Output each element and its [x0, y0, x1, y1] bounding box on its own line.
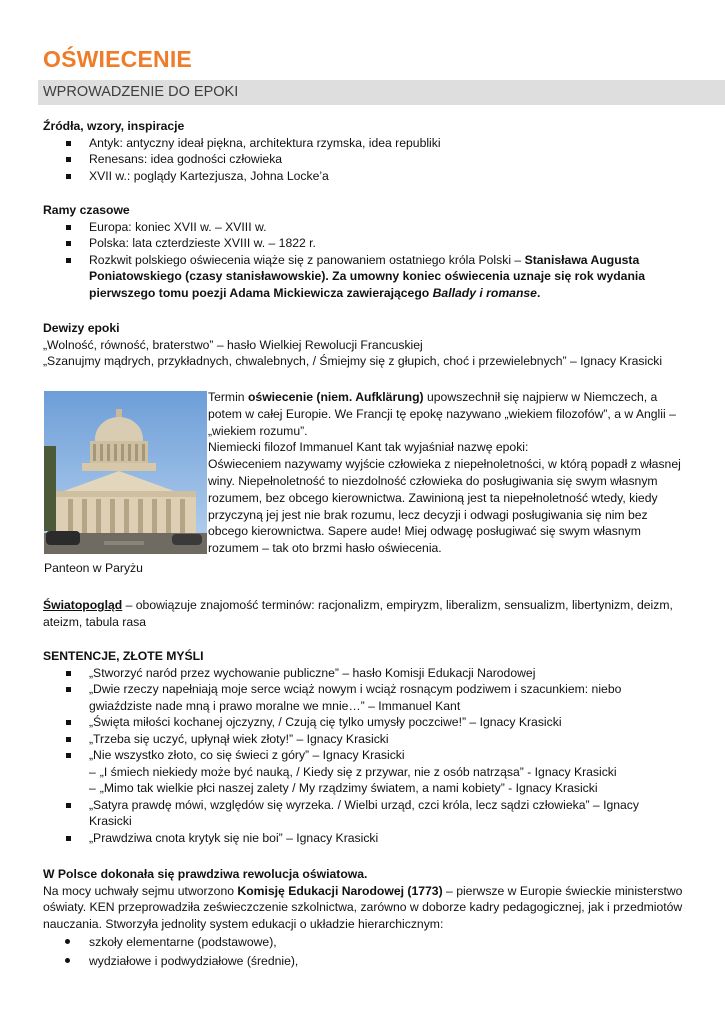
term-paragraph [208, 389, 688, 439]
revolution-section [43, 866, 691, 969]
dash-item: – „Mimo tak wielkie płci naszej zalety / My rządzimy światem, a nami kobiety” - Ignacy Krasicki [89, 781, 598, 795]
mottos-section [43, 320, 713, 370]
list-item: „Dwie rzeczy napełniają moje serce wciąż nowym i wciąż rosnącym podziwem i szacunkiem: niebo gwiaździste nade mną i prawo moralne we mnie…” – Immanuel Kant [43, 681, 663, 714]
timeframe-section [43, 202, 683, 301]
revolution-text: Na mocy uchwały sejmu utworzono [43, 883, 238, 898]
dash-item-text: „Mimo tak wielkie płci naszej zalety / My rządzimy światem, a nami kobiety” - Ignacy Krasicki [99, 781, 598, 795]
sentences-section [43, 648, 663, 846]
poland-end: . [536, 285, 541, 300]
list-item: wydziałowe i podwydziałowe (średnie), [43, 953, 691, 970]
sources-section [43, 118, 683, 184]
dash-item: – „I śmiech niekiedy może być nauką, / Kiedy się z przywar, nie z osób natrząsa” - Ignacy Krasicki [89, 764, 617, 779]
poland-bold-text: Stanisława Augusta Poniatowskiego (czasy stanisławowskie). Za umowny koniec oświecenia uznaje się rok wydania pierwszego tomu poezji Adama Mickiewicza zawierającego [89, 252, 646, 300]
subtitle: WPROWADZENIE DO EPOKI [43, 84, 239, 100]
list-item: „Stworzyć naród przez wychowanie publiczne” – hasło Komisji Edukacji Narodowej [43, 665, 663, 682]
term-text: Termin [208, 390, 248, 404]
sentences-list [43, 665, 663, 764]
worldview-label: Światopogląd [43, 598, 123, 612]
list-item: „Nie wszystko złoto, co się świeci z góry” – Ignacy Krasicki [43, 747, 663, 764]
term-text-2: upowszechnił się najpierw w Niemczech, a potem w całej Europie. We Francji tę epokę nazywano „wiekiem filozofów”, a w Anglii – „wiekiem rozumu”. [208, 390, 676, 438]
list-item: „Satyra prawdę mówi, względów się wyrzeka. / Wielbi urząd, czci króla, lecz sądzi człowieka” – Ignacy Krasicki [43, 797, 663, 830]
kant-intro: Niemiecki filozof Immanuel Kant tak wyjaśniał nazwę epoki: [208, 440, 529, 455]
term-section [208, 389, 688, 557]
poland-text: Rozkwit polskiego oświecenia wiąże się z panowaniem ostatniego króla Polski – [89, 252, 525, 267]
list-item: XVII w.: poglądy Kartezjusza, Johna Locke’a [43, 168, 683, 185]
sentences-heading: SENTENCJE, ZŁOTE MYŚLI [43, 649, 204, 663]
list-item: „Święta miłości kochanej ojczyzny, / Czują cię tylko umysły poczciwe!” – Ignacy Krasicki [43, 714, 663, 731]
school-list [43, 934, 691, 969]
sources-heading: Źródła, wzory, inspiracje [43, 119, 185, 133]
mottos-heading: Dewizy epoki [43, 321, 120, 335]
page-title: OŚWIECENIE [43, 46, 192, 72]
worldview-text: – obowiązuje znajomość terminów: racjonalizm, empiryzm, liberalizm, sensualizm, libertynizm, deizm, ateizm, tabula rasa [43, 598, 673, 629]
list-item: „Prawdziwa cnota krytyk się nie boi” – Ignacy Krasicki [43, 830, 663, 847]
motto-line: „Szanujmy mądrych, przykładnych, chwalebnych, / Śmiejmy się z głupich, choć i przewielebnych” – Ignacy Krasicki [43, 354, 663, 368]
term-bold: oświecenie (niem. Aufklärung) [247, 390, 424, 404]
sentences-list-2 [43, 797, 663, 847]
photo-caption: Panteon w Paryżu [44, 561, 143, 575]
dash-item-text: „I śmiech niekiedy może być nauką, / Kiedy się z przywar, nie z osób natrząsa” - Ignacy Krasicki [99, 764, 617, 779]
worldview-section [43, 597, 693, 630]
list-item: szkoły elementarne (podstawowe), [43, 934, 691, 951]
motto-line: „Wolność, równość, braterstwo” – hasło Wielkiej Rewolucji Francuskiej [43, 337, 423, 352]
subtitle-bar [38, 80, 725, 105]
sources-list [43, 135, 683, 185]
ken-name: Komisję Edukacji Narodowej (1773) [237, 883, 443, 898]
list-item: Renesans: idea godności człowieka [43, 151, 683, 168]
list-item: „Trzeba się uczyć, upłynął wiek złoty!” – Ignacy Krasicki [43, 731, 663, 748]
revolution-text-2: – pierwsze w Europie świeckie ministerstwo oświaty. KEN przeprowadziła ześwieczczenie szkolnictwa, zarówno w doborze kadry pedagogicznej, jak i przedmiotów nauczania. Stworzyła jednolity system edukacji o układzie hierarchicznym: [43, 883, 683, 931]
list-item: Europa: koniec XVII w. – XVIII w. [43, 219, 683, 236]
timeframe-heading: Ramy czasowe [43, 203, 130, 217]
kant-quote: Oświeceniem nazywamy wyjście człowieka z niepełnoletności, w którą popadł z własnej winy. Niepełnoletność to niezdolność człowieka do posługiwania się swym własnym rozumem, bez obcego kierownictwa. Zawinioną jest ta niepełnoletność wtedy, kiedy przyczyną jej jest nie brak rozumu, lecz decyzji i odwagi posługiwania się nim bez obcego kierownictwa. Sapere aude! Miej odwagę posługiwać się swym własnym rozumem – tak oto brzmi hasło oświecenia. [208, 457, 681, 556]
revolution-heading: W Polsce dokonała się prawdziwa rewolucja oświatowa. [43, 867, 368, 881]
revolution-paragraph [43, 883, 691, 933]
ballady-title: Ballady i romanse [432, 285, 537, 300]
pantheon-photo [44, 391, 207, 554]
list-item [43, 252, 683, 302]
timeframe-list [43, 219, 683, 302]
list-item: Antyk: antyczny ideał piękna, architektura rzymska, idea republiki [43, 135, 683, 152]
list-item: Polska: lata czterdzieste XVIII w. – 1822 r. [43, 235, 683, 252]
